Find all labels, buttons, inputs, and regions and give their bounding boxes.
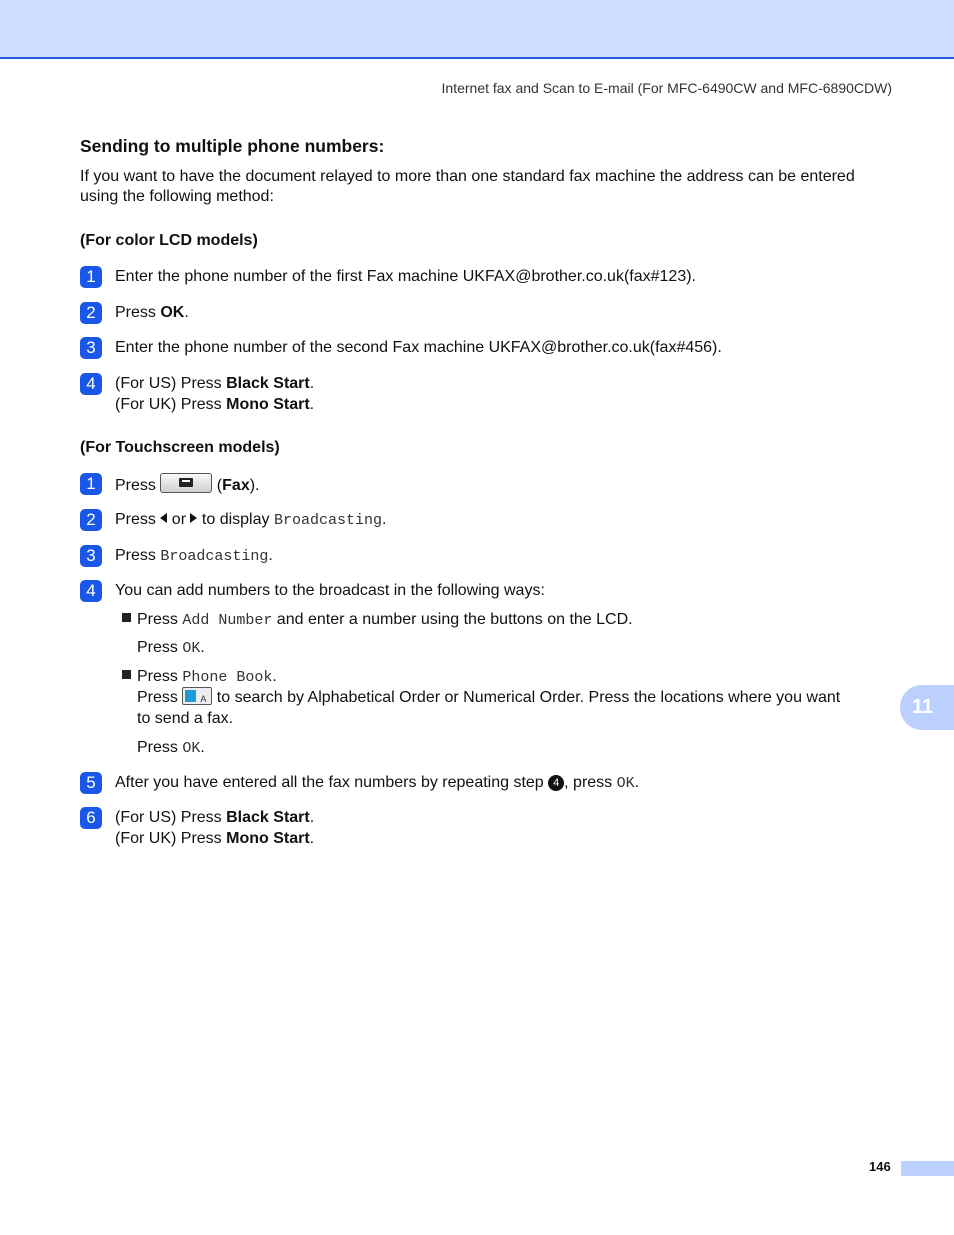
lcd-text: Broadcasting [273,512,382,529]
page-number: 146 [869,1159,891,1174]
lcd-text: Phone Book [182,669,273,686]
color-step-4 [80,373,890,417]
step-badge: 5 [80,772,102,794]
step-badge: 3 [80,337,102,359]
chapter-tab: 11 [900,685,954,730]
page-content [80,136,890,847]
black-start-label: Black Start [226,809,310,826]
bullet-square-icon [122,613,131,622]
bullet-square-icon [122,670,131,679]
lcd-text: Add Number [182,612,273,629]
step-text: Press OK. [115,304,189,321]
step-text: Enter the phone number of the first Fax machine UKFAX@brother.co.uk(fax#123). [115,268,696,285]
bullet-phone-book-ok: Press OK. [137,739,205,757]
alphabetical-search-icon: A [182,687,212,705]
footer-band [901,1161,954,1176]
fax-machine-icon [179,478,193,487]
running-title: Internet fax and Scan to E-mail (For MFC-6490CW and MFC-6890CDW) [441,80,892,96]
step-text: Enter the phone number of the second Fax machine UKFAX@brother.co.uk(fax#456). [115,339,722,356]
touch-step-2 [80,509,890,531]
step-text: (For US) Press Black Start. (For UK) Press Mono Start. [115,375,315,413]
bullet-add-number: Press Add Number and enter a number using the buttons on the LCD. [122,609,633,631]
header-band [0,0,954,59]
color-step-2 [80,302,890,324]
color-step-3 [80,337,890,359]
black-start-label: Black Start [226,375,310,392]
bullet-phone-book: Press Phone Book. [122,666,277,688]
touch-step-1 [80,473,890,495]
lcd-text: OK [616,775,635,792]
fax-button-icon [160,473,212,493]
step-badge: 4 [80,373,102,395]
step-badge: 2 [80,509,102,531]
lcd-text: Broadcasting [160,548,269,565]
touch-step-4 [80,580,890,602]
bullet-add-number-ok: Press OK. [137,639,205,657]
step-badge: 3 [80,545,102,567]
step-badge: 2 [80,302,102,324]
step-text: (For US) Press Black Start. (For UK) Press Mono Start. [115,809,315,847]
color-step-1 [80,266,890,288]
lcd-text: OK [182,740,201,757]
step-text: You can add numbers to the broadcast in the following ways: [115,582,545,599]
bullet-phone-book-line3: to send a fax. [137,710,234,727]
step-badge: 6 [80,807,102,829]
section-intro: If you want to have the document relayed to more than one standard fax machine the address can be entered using the following method: [80,168,855,205]
step-text: Press or to display Broadcasting. [115,511,387,529]
step-text: After you have entered all the fax numbers by repeating step 4 , press OK. [115,774,640,792]
touchscreen-heading: (For Touchscreen models) [80,439,280,456]
step-reference-icon: 4 [548,775,564,791]
section-title: Sending to multiple phone numbers: [80,136,385,156]
lcd-text: OK [182,640,201,657]
step-badge: 4 [80,580,102,602]
color-lcd-heading: (For color LCD models) [80,232,258,249]
touch-step-5 [80,772,890,794]
touch-step-3 [80,545,890,567]
step-text: Press (Fax). [115,473,260,496]
step-badge: 1 [80,266,102,288]
mono-start-label: Mono Start [226,830,310,847]
fax-label: Fax [222,477,250,494]
mono-start-label: Mono Start [226,396,310,413]
step-text: Press Broadcasting. [115,547,273,565]
step-badge: 1 [80,473,102,495]
bullet-phone-book-line2: Press A to search by Alphabetical Order or Numerical Order. Press the locations where you want [137,689,841,706]
touch-step-6 [80,807,890,851]
ok-key-label: OK [160,304,185,321]
